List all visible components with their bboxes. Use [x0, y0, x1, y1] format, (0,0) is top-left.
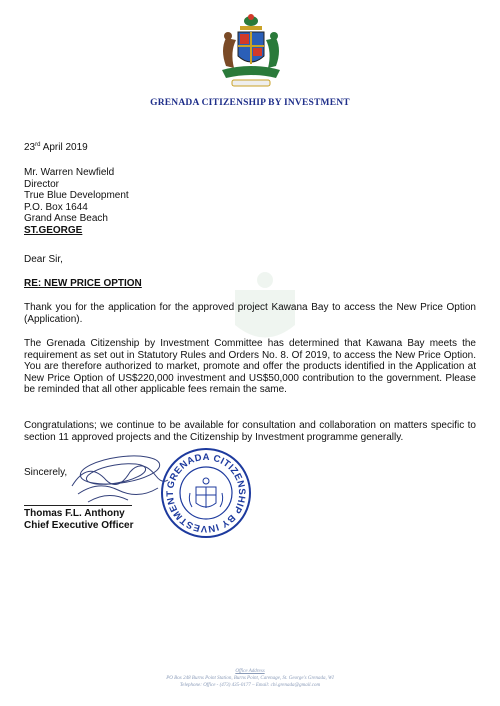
signatory-title: Chief Executive Officer	[24, 520, 134, 531]
recipient-po-box: P.O. Box 1644	[24, 201, 88, 213]
salutation: Dear Sir,	[24, 254, 63, 265]
recipient-title: Director	[24, 178, 60, 190]
recipient-address	[24, 167, 129, 237]
footer-heading: Office Address	[235, 669, 265, 674]
letter-date: 23rd April 2019	[24, 142, 88, 153]
body-paragraph: Congratulations; we continue to be available for consultation and collaboration on matters specific to section 11 approved projects and the Citizenship by Investment programme generally.	[24, 420, 476, 443]
footer	[0, 668, 500, 689]
signatory-name: Thomas F.L. Anthony	[24, 508, 125, 519]
recipient-area: Grand Anse Beach	[24, 213, 108, 225]
subject-line: RE: NEW PRICE OPTION	[24, 278, 142, 289]
coat-of-arms-icon	[212, 12, 290, 92]
signature-line	[24, 505, 132, 506]
closing: Sincerely,	[24, 467, 68, 478]
body-paragraph: The Grenada Citizenship by Investment Committee has determined that Kawana Bay meets the requirement as set out in Statutory Rules and Orders No. 8. Of 2019, to access the New Price Option. You are therefore authorized to market, promote and offer the products identified in the Application at New Price Option of US$220,000 investment and US$50,000 contribution to the government. Please be reminded that all other applicable fees remain the same.	[24, 338, 476, 396]
organization-title: GRENADA CITIZENSHIP BY INVESTMENT	[150, 98, 350, 108]
body-paragraph: Thank you for the application for the approved project Kawana Bay to access the New Price Option (Application).	[24, 302, 476, 325]
handwritten-signature	[58, 450, 173, 512]
recipient-company: True Blue Development	[24, 190, 129, 202]
recipient-city: ST.GEORGE	[24, 224, 83, 236]
recipient-name: Mr. Warren Newfield	[24, 167, 115, 178]
stamp-text: GRENADA CITIZENSHIP BY INVESTMENT	[164, 451, 248, 535]
footer-contact: Telephone: Office - (473) 435-0177 – Email: cbi.grenada@gmail.com	[179, 683, 321, 688]
official-stamp	[160, 447, 252, 539]
footer-address: PO Box 248 Burns Point Station, Burns Point, Carenage, St. George's Grenada, WI	[166, 676, 334, 681]
